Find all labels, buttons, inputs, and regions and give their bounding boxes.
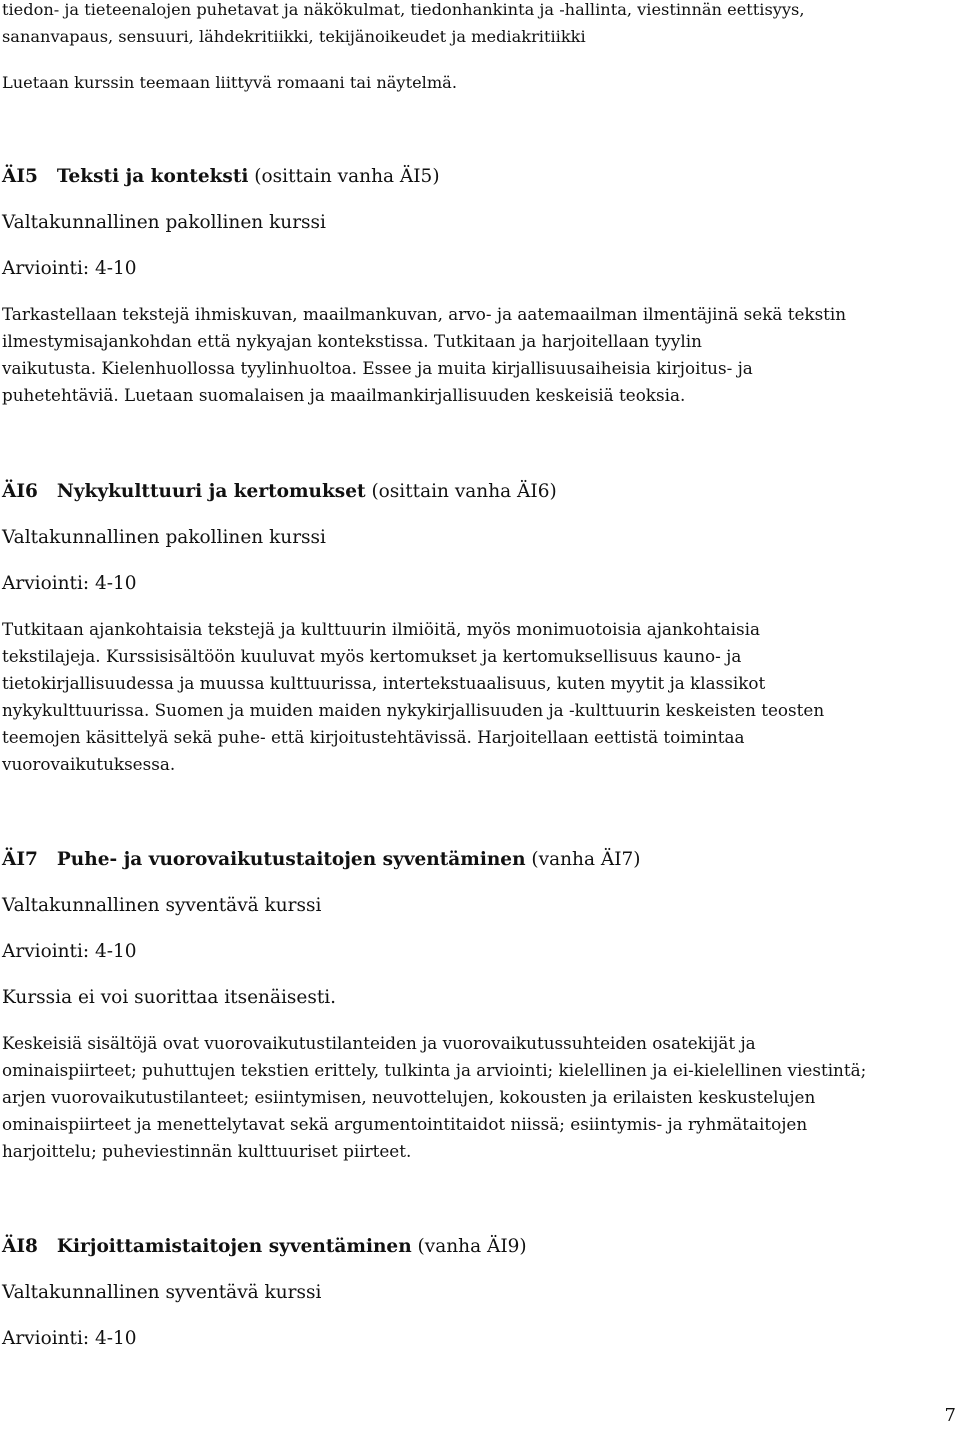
course-grading: Arviointi: 4-10 [2,941,137,962]
course-heading [2,1233,527,1261]
description-line: Keskeisiä sisältöjä ovat vuorovaikutustilanteiden ja vuorovaikutussuhteiden osatekijät ja [2,1033,756,1053]
description-line: nykykulttuurissa. Suomen ja muiden maiden nykykirjallisuuden ja -kulttuurin keskeisten teosten [2,700,825,720]
intro-line: tiedon- ja tieteenalojen puhetavat ja näkökulmat, tiedonhankinta ja -hallinta, viestinnän eettisyys, [2,0,805,19]
course-note: (osittain vanha ÄI6) [371,481,557,502]
course-heading [2,478,824,506]
course-name: Puhe- ja vuorovaikutustaitojen syventäminen [56,849,526,870]
description-line: Tutkitaan ajankohtaisia tekstejä ja kulttuurin ilmiöitä, myös monimuotoisia ajankohtaisia [2,619,760,639]
course-type: Valtakunnallinen pakollinen kurssi [2,212,326,233]
course-code: ÄI7 [2,849,38,870]
description-line: ominaispiirteet ja menettelytavat sekä argumentointitaidot niissä; esiintymis- ja ryhmätaitojen [2,1114,808,1134]
course-description [2,1030,866,1165]
course-grading: Arviointi: 4-10 [2,1328,137,1349]
course-type: Valtakunnallinen syventävä kurssi [2,895,322,916]
course-code: ÄI8 [2,1236,38,1257]
description-line: arjen vuorovaikutustilanteet; esiintymisen, neuvottelujen, kokousten ja erilaisten keskustelujen [2,1087,816,1107]
description-line: teemojen käsittelyä sekä puhe- että kirjoitustehtävissä. Harjoitellaan eettistä toimintaa [2,727,745,747]
course-code: ÄI5 [2,166,38,187]
page-number: 7 [944,1405,956,1426]
course-ai5 [2,163,846,409]
course-heading [2,163,846,191]
description-line: ominaispiirteet; puhuttujen tekstien erittely, tulkinta ja arviointi; kielellinen ja ei-kielellinen viestintä; [2,1060,867,1080]
description-line: harjoittelu; puheviestinnän kulttuuriset piirteet. [2,1141,412,1161]
description-line: Tarkastellaan tekstejä ihmiskuvan, maailmankuvan, arvo- ja aatemaailman ilmentäjinä sekä tekstin [2,304,847,324]
description-line: puhetehtäviä. Luetaan suomalaisen ja maailmankirjallisuuden keskeisiä teoksia. [2,385,686,405]
course-extra-note: Kurssia ei voi suorittaa itsenäisesti. [2,987,337,1008]
course-description [2,301,846,409]
course-note: (vanha ÄI9) [417,1236,527,1257]
description-line: tekstilajeja. Kurssisisältöön kuuluvat myös kertomukset ja kertomuksellisuus kauno- ja [2,646,742,666]
course-ai6 [2,478,824,778]
description-line: ilmestymisajankohdan että nykyajan kontekstissa. Tutkitaan ja harjoitellaan tyylin [2,331,702,351]
description-line: vaikutusta. Kielenhuollossa tyylinhuoltoa. Essee ja muita kirjallisuusaiheisia kirjoitus- ja [2,358,753,378]
course-description [2,616,824,778]
course-type: Valtakunnallinen pakollinen kurssi [2,527,326,548]
course-name: Teksti ja konteksti [56,166,249,187]
intro-section [2,0,805,96]
course-note: (vanha ÄI7) [531,849,641,870]
course-type: Valtakunnallinen syventävä kurssi [2,1282,322,1303]
course-code: ÄI6 [2,481,38,502]
course-heading [2,846,866,874]
description-line: vuorovaikutuksessa. [2,754,176,774]
course-note: (osittain vanha ÄI5) [254,166,440,187]
course-grading: Arviointi: 4-10 [2,258,137,279]
description-line: tietokirjallisuudessa ja muussa kulttuurissa, intertekstuaalisuus, kuten myytit ja klassikot [2,673,766,693]
course-ai7 [2,846,866,1165]
course-name: Kirjoittamistaitojen syventäminen [56,1236,412,1257]
intro-line: sananvapaus, sensuuri, lähdekritiikki, tekijänoikeudet ja mediakritiikki [2,27,586,46]
course-name: Nykykulttuuri ja kertomukset [56,481,366,502]
course-ai8 [2,1233,527,1353]
intro-line: Luetaan kurssin teemaan liittyvä romaani tai näytelmä. [2,73,457,92]
course-grading: Arviointi: 4-10 [2,573,137,594]
